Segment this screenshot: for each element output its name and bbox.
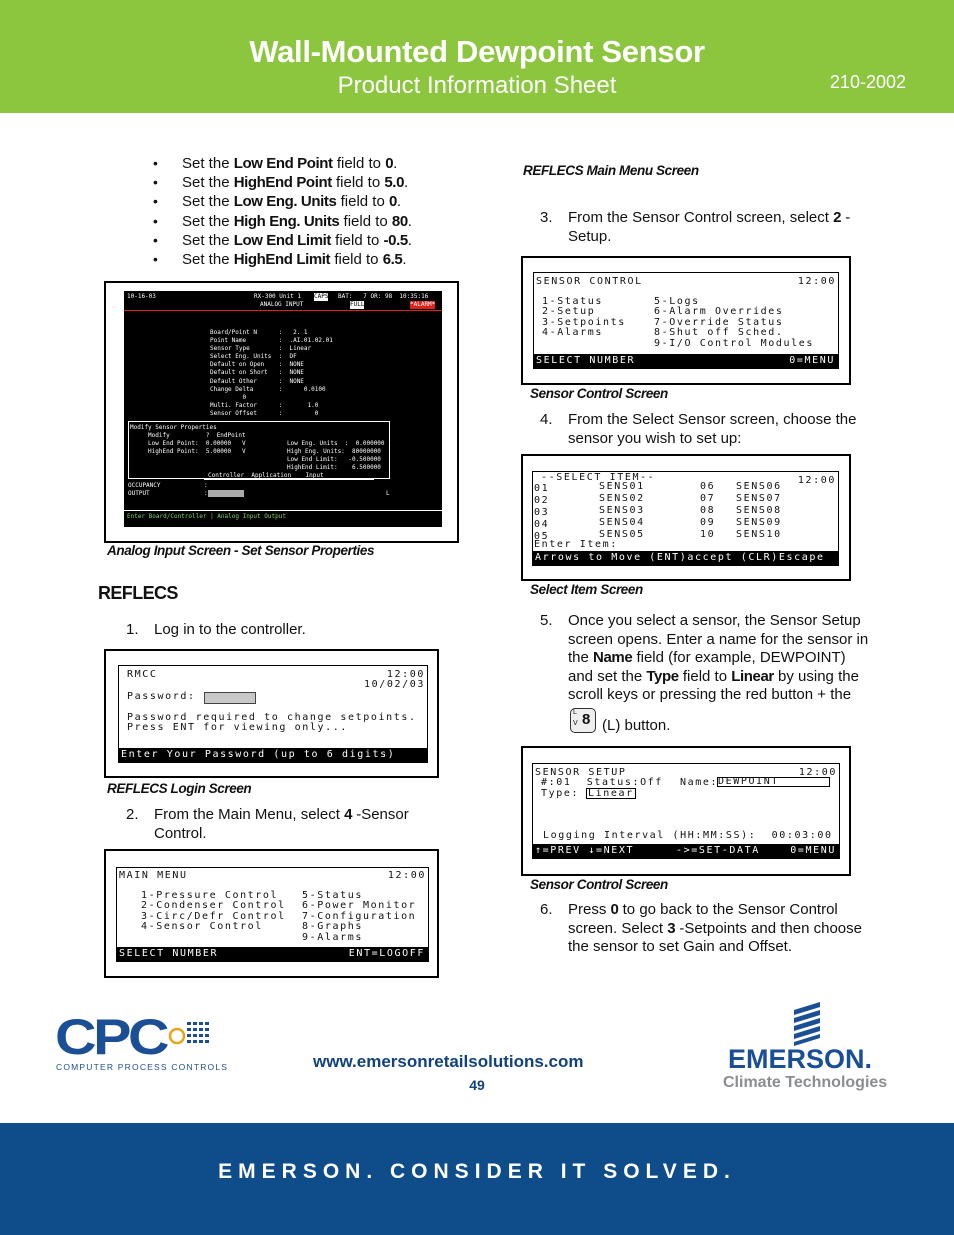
login-title: RMCC bbox=[127, 669, 158, 680]
analog-col: : : bbox=[204, 482, 208, 498]
select-item-nums-2: 06 07 08 09 10 bbox=[700, 481, 716, 540]
step-6-l1-bold: 0 bbox=[610, 901, 619, 918]
step-6-number: 6. bbox=[540, 901, 553, 918]
sensor-setup-title: SENSOR SETUP bbox=[535, 767, 627, 778]
step-3 bbox=[540, 209, 880, 249]
bullet-value: 0 bbox=[388, 193, 397, 211]
caption-analog: Analog Input Screen - Set Sensor Properties bbox=[107, 543, 375, 558]
step-6-l2-bold: 3 bbox=[667, 919, 676, 937]
sensor-setup-bar-right: 0=MENU bbox=[790, 845, 836, 856]
bullet-mid: field to bbox=[331, 174, 385, 192]
sensor-control-bar-left: SELECT NUMBER bbox=[536, 355, 636, 366]
step-3-bold: 2 bbox=[833, 209, 842, 226]
page-number: 49 bbox=[469, 1077, 485, 1093]
step-5-l4-bold-2: Linear bbox=[731, 667, 774, 685]
step-6-line-3: the sensor to set Gain and Offset. bbox=[568, 938, 793, 956]
login-password-label: Password: bbox=[127, 691, 196, 702]
step-2-number: 2. bbox=[126, 806, 139, 823]
step-4-number: 4. bbox=[540, 411, 553, 428]
bullet-item bbox=[153, 173, 412, 192]
sensor-control-status-bar bbox=[534, 354, 838, 368]
step-5-line-3 bbox=[568, 649, 846, 668]
select-item-nums-1: 01 02 03 04 05 bbox=[534, 483, 550, 542]
step-5-l4-a: and set the bbox=[568, 667, 647, 685]
step-6 bbox=[540, 901, 880, 959]
login-date: 10/02/03 bbox=[364, 679, 425, 690]
footer-url[interactable]: www.emersonretailsolutions.com bbox=[313, 1052, 584, 1071]
step-2-bold: 4 bbox=[344, 806, 353, 823]
analog-tabs: Controller Application Input bbox=[208, 472, 324, 479]
step-2-text-a: From the Main Menu, select bbox=[154, 806, 345, 823]
step-6-l2-b: -Setpoints and then choose bbox=[675, 919, 862, 937]
step-1-text: Log in to the controller. bbox=[154, 621, 306, 638]
bullet-pre: Set the bbox=[182, 155, 234, 172]
step-3-text-a: From the Sensor Control screen, select bbox=[568, 209, 834, 226]
bullet-field: Low End Limit bbox=[233, 231, 331, 249]
bullet-value: 0 bbox=[385, 155, 394, 172]
sensor-setup-type-label: Type: bbox=[541, 788, 580, 799]
bullet-value: 80 bbox=[391, 212, 408, 230]
sensor-setup-row-1: #:01 Status:Off bbox=[541, 777, 663, 788]
slogan: EMERSON. CONSIDER IT SOLVED. bbox=[218, 1160, 736, 1183]
bullet-pre: Set the bbox=[182, 193, 234, 211]
sensor-setup-screenshot bbox=[521, 746, 851, 876]
login-msg-1: Password required to change setpoints. bbox=[127, 712, 417, 723]
step-6-line-1 bbox=[568, 901, 838, 920]
key-8-number: 8 bbox=[582, 711, 591, 728]
analog-properties: Board/Point N : 2. 1 Point Name : .AI.01.02.01 Sensor Type : Linear Select Eng. Units : DF Default on Open : NONE Default on Short : NONE Default Other : NONE Change Delta : 0.0100 0 Multi. Factor : 1.0 Sensor Offset : 0 bbox=[210, 329, 333, 417]
cpc-logo bbox=[55, 1009, 229, 1074]
login-screenshot bbox=[104, 649, 439, 778]
step-3-number: 3. bbox=[540, 209, 553, 226]
login-time: 12:00 bbox=[386, 669, 425, 680]
main-menu-time: 12:00 bbox=[387, 870, 426, 881]
caption-login: REFLECS Login Screen bbox=[107, 781, 252, 796]
bullet-mid: field to bbox=[331, 231, 384, 249]
step-5-l4-c: by using the bbox=[773, 667, 859, 685]
analog-full-tag: FULL bbox=[350, 301, 365, 308]
emerson-subtitle: Climate Technologies bbox=[723, 1074, 888, 1091]
select-item-bar-text: Arrows to Move (ENT)accept (CLR)Escape bbox=[535, 552, 825, 563]
cpc-tagline: COMPUTER PROCESS CONTROLS bbox=[56, 1062, 229, 1072]
caption-reflecs-main: REFLECS Main Menu Screen bbox=[523, 163, 699, 178]
bullet-post: . bbox=[402, 250, 407, 268]
bullet-field: High Eng. Units bbox=[233, 212, 340, 230]
key-8-icon bbox=[570, 708, 596, 733]
key-8-bottom: V bbox=[573, 720, 578, 727]
select-item-sens-1[interactable]: SENS01 SENS02 SENS03 SENS04 SENS05 bbox=[599, 481, 645, 540]
select-item-display bbox=[532, 471, 839, 566]
step-4-line-2: sensor you wish to set up: bbox=[568, 429, 742, 447]
step-6-l2-a: screen. Select bbox=[568, 919, 668, 937]
doc-number: 210-2002 bbox=[829, 72, 906, 92]
bullet-item bbox=[153, 154, 412, 173]
step-5-line-5: scroll keys or pressing the red button + the bbox=[568, 686, 852, 704]
emerson-logo bbox=[722, 1000, 897, 1100]
main-menu-status-bar bbox=[117, 947, 428, 961]
sensor-setup-name-label: Name: bbox=[680, 777, 719, 788]
step-5-line-2: screen opens. Enter a name for the sensor in bbox=[568, 630, 869, 648]
analog-input-field bbox=[208, 490, 244, 497]
bullet-value: -0.5 bbox=[383, 231, 408, 249]
sensor-control-title: SENSOR CONTROL bbox=[536, 276, 643, 287]
sensor-setup-bar-left: ↑=PREV ↓=NEXT bbox=[535, 845, 635, 856]
login-msg-2: Press ENT for viewing only... bbox=[127, 722, 348, 733]
modify-box bbox=[128, 421, 390, 479]
main-menu-screenshot bbox=[104, 849, 439, 978]
main-menu-display bbox=[116, 867, 429, 962]
step-2 bbox=[126, 806, 466, 846]
sensor-control-time: 12:00 bbox=[797, 276, 836, 287]
login-screen-display bbox=[118, 665, 428, 763]
bullet-item bbox=[153, 212, 412, 231]
modify-text: Modify Sensor Properties Modify ? EndPoint Low End Point: 0.00000 V HighEnd Point: 5.00000 V bbox=[130, 424, 246, 456]
cpc-grid-icon bbox=[167, 1014, 211, 1048]
sensor-setup-bar-mid: ->=SET-DATA bbox=[676, 845, 760, 856]
sensor-setup-logging: Logging Interval (HH:MM:SS): 00:03:00 bbox=[543, 830, 833, 841]
step-3-text-b: - bbox=[841, 209, 851, 226]
step-5-l3-b: field (for example, DEWPOINT) bbox=[632, 649, 846, 667]
step-6-l1-a: Press bbox=[568, 901, 611, 918]
analog-screen-display bbox=[124, 291, 442, 527]
select-item-title: --SELECT ITEM-- bbox=[541, 472, 656, 483]
sensor-setup-time: 12:00 bbox=[798, 767, 837, 778]
select-item-status-bar bbox=[533, 551, 838, 565]
key-8-top: L bbox=[573, 709, 577, 716]
bullet-pre: Set the bbox=[182, 174, 234, 192]
sensor-control-col-2[interactable]: 5-Logs 6-Alarm Overrides 7-Override Status 8-Shut off Sched. 9-I/O Control Modules bbox=[654, 296, 815, 349]
sensor-control-col-1[interactable]: 1-Status 2-Setup 3-Setpoints 4-Alarms bbox=[542, 296, 626, 339]
analog-tab-rule bbox=[204, 479, 374, 480]
step-6-l1-b: to go back to the Sensor Control bbox=[618, 901, 838, 918]
caption-sensor-setup: Sensor Control Screen bbox=[530, 877, 668, 892]
bullet-item bbox=[153, 192, 412, 211]
bullet-pre: Set the bbox=[182, 231, 234, 249]
step-3-line-1 bbox=[568, 209, 850, 228]
step-5-l4-bold-1: Type bbox=[646, 667, 679, 685]
sensor-setup-display bbox=[532, 763, 840, 859]
bullet-post: . bbox=[407, 231, 412, 249]
bullet-field: HighEnd Point bbox=[233, 174, 332, 192]
analog-alarm-tag: *ALARM* bbox=[410, 301, 436, 308]
bullet-field: Low End Point bbox=[233, 155, 333, 172]
step-5-line-1: Once you select a sensor, the Sensor Setup bbox=[568, 612, 861, 629]
bullet-list bbox=[153, 154, 412, 269]
bullet-post: . bbox=[404, 174, 409, 192]
select-item-screenshot bbox=[521, 454, 851, 581]
reflecs-heading: REFLECS bbox=[98, 583, 178, 603]
step-5-l4-b: field to bbox=[678, 667, 732, 685]
bullet-mid: field to bbox=[336, 193, 389, 211]
step-5-l3-a: the bbox=[568, 649, 594, 667]
bullet-mid: field to bbox=[332, 155, 386, 172]
bullet-value: 5.0 bbox=[384, 174, 405, 192]
step-4 bbox=[540, 411, 880, 451]
page-subtitle: Product Information Sheet bbox=[337, 72, 617, 99]
bullet-post: . bbox=[393, 155, 398, 172]
select-item-time: 12:00 bbox=[797, 475, 836, 486]
sensor-setup-status-bar bbox=[533, 844, 839, 858]
caption-select-item: Select Item Screen bbox=[530, 582, 643, 597]
step-2-text-b: -Sensor bbox=[352, 806, 409, 823]
emerson-bars-icon bbox=[790, 1000, 824, 1046]
step-3-line-2: Setup. bbox=[568, 227, 612, 245]
caption-sensor-control: Sensor Control Screen bbox=[530, 386, 668, 401]
analog-caps-tag: CAPS bbox=[314, 293, 329, 300]
main-menu-bar-left: SELECT NUMBER bbox=[119, 948, 219, 959]
step-5-number: 5. bbox=[540, 612, 553, 629]
sensor-control-bar-right: 0=MENU bbox=[789, 355, 835, 366]
sensor-control-display bbox=[533, 272, 839, 369]
sensor-type-input[interactable]: Linear bbox=[588, 788, 634, 799]
page-title: Wall-Mounted Dewpoint Sensor bbox=[249, 34, 705, 69]
bullet-field: Low Eng. Units bbox=[233, 193, 337, 211]
bullet-pre: Set the bbox=[182, 250, 234, 268]
emerson-wordmark: EMERSON. bbox=[728, 1044, 873, 1074]
step-5-l3-bold: Name bbox=[593, 649, 633, 667]
analog-l: L bbox=[386, 490, 390, 497]
main-menu-title: MAIN MENU bbox=[119, 870, 188, 881]
step-5-line-6: (L) button. bbox=[602, 717, 671, 734]
login-status-bar bbox=[119, 748, 427, 762]
step-5-line-4 bbox=[568, 668, 859, 687]
main-menu-col-1[interactable]: 1-Pressure Control 2-Condenser Control 3-Circ/Defr Control 4-Sensor Control bbox=[141, 890, 286, 933]
step-6-line-2 bbox=[568, 920, 862, 939]
analog-date: 10-16-03 bbox=[127, 293, 156, 300]
analog-occupancy: OCCUPANCY OUTPUT bbox=[128, 482, 161, 498]
limits-text: Low Eng. Units : 0.000000 High Eng. Units: 80000000 Low End Limit: -0.500000 HighEnd Limit: 6.500000 bbox=[287, 440, 385, 472]
analog-unit: RX-300 Unit 1 bbox=[254, 293, 301, 300]
analog-status-rule bbox=[124, 510, 442, 511]
bullet-item bbox=[153, 250, 412, 269]
select-item-enter: Enter Item: bbox=[534, 539, 618, 550]
bullet-field: HighEnd Limit bbox=[233, 250, 331, 268]
analog-subheader: ANALOG INPUT bbox=[260, 301, 304, 308]
analog-input-screenshot bbox=[104, 281, 459, 543]
step-2-line-2: Control. bbox=[154, 824, 207, 842]
login-bar-text: Enter Your Password (up to 6 digits) bbox=[121, 749, 396, 760]
main-menu-bar-right: ENT=LOGOFF bbox=[348, 948, 425, 959]
analog-status: BAT: 7 OR: 98 10:35:16 bbox=[338, 293, 429, 300]
step-5 bbox=[540, 612, 880, 742]
bullet-pre: Set the bbox=[182, 212, 234, 230]
select-item-sens-2[interactable]: SENS06 SENS07 SENS08 SENS09 SENS10 bbox=[736, 481, 782, 540]
main-menu-col-2[interactable]: 5-Status 6-Power Monitor 7-Configuration 8-Graphs 9-Alarms bbox=[302, 890, 417, 943]
bullet-post: . bbox=[396, 193, 402, 211]
sensor-control-screenshot bbox=[521, 256, 851, 385]
bullet-item bbox=[153, 231, 412, 250]
step-4-line-1: From the Select Sensor screen, choose the bbox=[568, 411, 857, 428]
cpc-logo-text: CPC bbox=[55, 1009, 167, 1065]
bullet-value: 6.5 bbox=[382, 250, 403, 268]
bullet-post: . bbox=[407, 212, 412, 230]
password-input[interactable] bbox=[204, 692, 256, 704]
sensor-name-input[interactable]: DEWPOINT bbox=[717, 777, 830, 787]
bullet-mid: field to bbox=[339, 212, 392, 230]
step-1 bbox=[126, 621, 466, 641]
step-1-number: 1. bbox=[126, 621, 139, 638]
bullet-mid: field to bbox=[330, 250, 383, 268]
analog-red-rule bbox=[124, 310, 442, 311]
analog-status-line: Enter Board/Controller | Analog Input Output bbox=[127, 513, 286, 520]
step-2-line-1 bbox=[154, 806, 409, 825]
